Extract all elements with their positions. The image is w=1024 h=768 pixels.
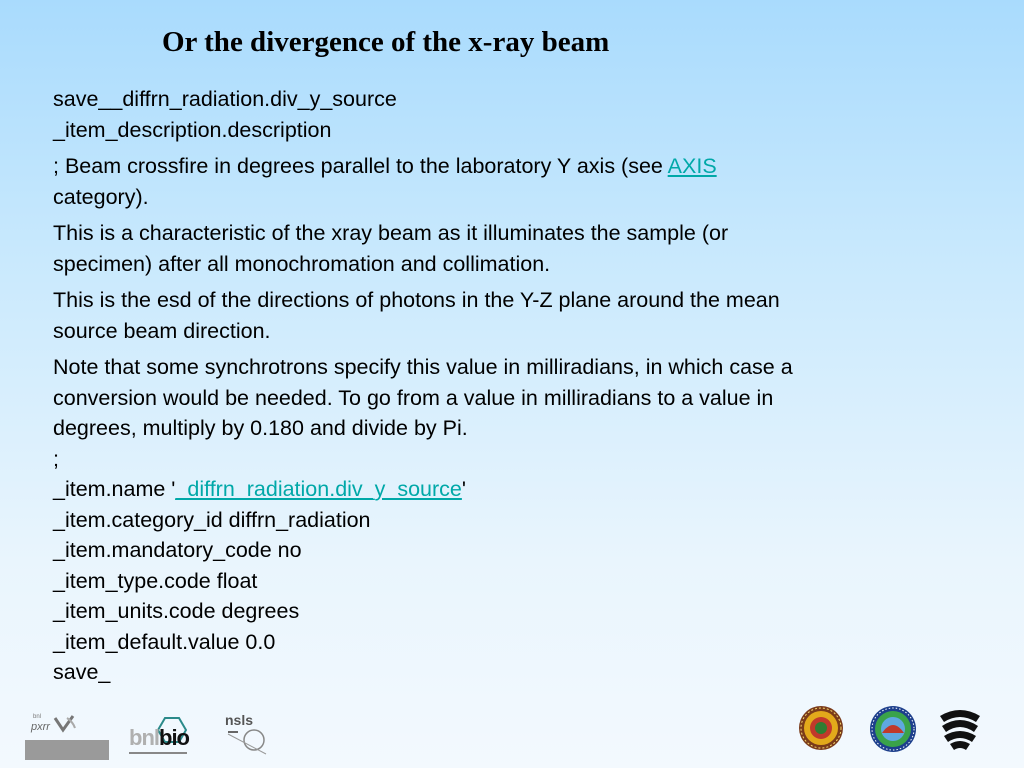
bnlbio-wordmark-bio: bio <box>159 725 189 750</box>
paragraph-3-line-2: source beam direction. <box>53 318 271 343</box>
bnlbio-wordmark <box>129 726 189 750</box>
paragraph-1-text-end: category). <box>53 184 149 209</box>
item-name-line <box>53 474 953 505</box>
description-tag-line: _item_description.description <box>53 117 332 142</box>
type-code-line: _item_type.code float <box>53 568 258 593</box>
description-paragraph-1 <box>53 151 953 212</box>
bnlbio-wordmark-bnl: bnl <box>129 725 159 750</box>
slide-title: Or the divergence of the x-ray beam <box>162 26 610 58</box>
save-end-line: save_ <box>53 660 111 684</box>
paragraph-2-line-1: This is a characteristic of the xray beam as it illuminates the sample (or <box>53 221 729 245</box>
default-value-line: _item_default.value 0.0 <box>53 629 276 654</box>
nsls-ring-icon <box>226 728 272 756</box>
paragraph-4-line-2: conversion would be needed. To go from a value in milliradians to a value in <box>53 385 774 410</box>
item-name-suffix: ' <box>461 477 466 501</box>
item-name-prefix: _item.name ' <box>53 477 176 501</box>
units-code-line: _item_units.code degrees <box>53 599 300 623</box>
description-paragraph-2 <box>53 218 953 279</box>
pxrr-logo <box>25 708 109 760</box>
category-id-line: _item.category_id diffrn_radiation <box>53 507 371 532</box>
save-frame-line: save__diffrn_radiation.div_y_source <box>53 87 397 111</box>
paragraph-3-line-1: This is the esd of the directions of photons in the Y-Z plane around the mean <box>53 288 780 312</box>
paragraph-4-line-3: degrees, multiply by 0.180 and divide by Pi. <box>53 416 468 440</box>
slide-body <box>53 84 953 688</box>
pxrr-logo-bar <box>25 740 109 760</box>
item-name-link[interactable]: _diffrn_radiation.div_y_source <box>175 477 462 501</box>
hhs-emblem-icon <box>936 706 984 752</box>
paragraph-2-line-2: specimen) after all monochromation and collimation. <box>53 251 551 276</box>
nsls-logo <box>224 708 274 758</box>
pxrr-logo-small-text: bnl <box>33 714 42 720</box>
description-paragraph-4 <box>53 352 953 444</box>
paragraph-4-line-1: Note that some synchrotrons specify this value in milliradians, in which case a <box>53 355 793 379</box>
semicolon-line: ; <box>53 446 59 471</box>
axis-link[interactable]: AXIS <box>667 154 717 178</box>
pxrr-swoosh-icon <box>53 714 77 736</box>
paragraph-1-text: ; Beam crossfire in degrees parallel to the laboratory Y axis (see <box>53 154 668 178</box>
doe-seal-icon <box>798 705 844 751</box>
agency-seal-icon <box>868 705 918 753</box>
pxrr-logo-text: pxrr <box>31 721 50 733</box>
bnlbio-underline <box>129 752 187 754</box>
mandatory-code-line: _item.mandatory_code no <box>53 538 302 562</box>
nsls-logo-text: nsls <box>225 712 254 728</box>
description-paragraph-3 <box>53 285 953 346</box>
bnlbio-logo <box>127 708 191 756</box>
